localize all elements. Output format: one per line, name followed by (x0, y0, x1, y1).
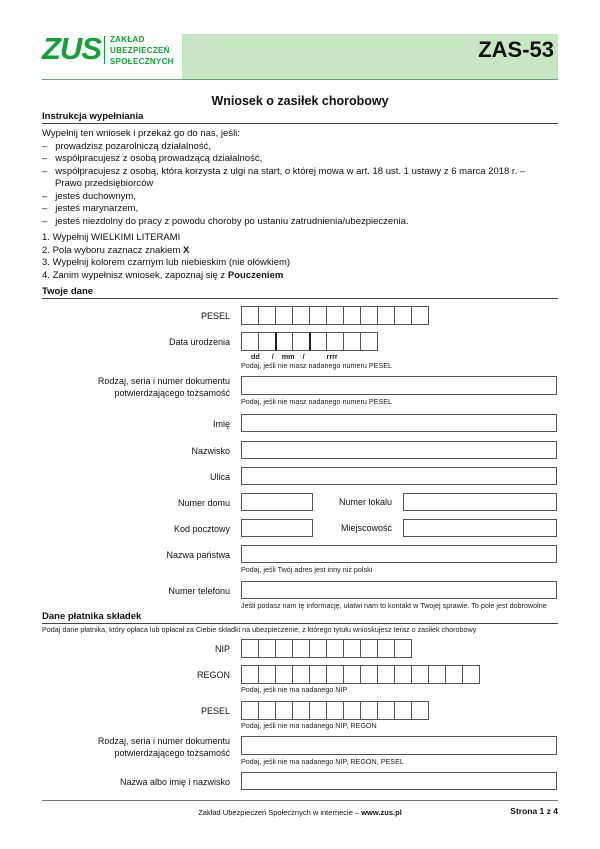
payer-id-doc-label: Rodzaj, seria i numer dokumentu potwierdzającego tożsamość (97, 736, 230, 758)
digit-cell[interactable] (462, 665, 480, 684)
payer-id-doc-input[interactable] (241, 736, 557, 755)
digit-cell[interactable] (343, 701, 361, 720)
phone-hint: Jeśli podasz nam tę informację, ułatwi nam to kontakt w Twojej sprawie. To pole jest dobrowolne (241, 601, 547, 610)
instructions-heading: Instrukcja wypełniania (42, 111, 558, 124)
digit-cell[interactable] (360, 701, 378, 720)
logo-divider (104, 36, 105, 64)
digit-cell[interactable] (411, 306, 429, 325)
digit-cell[interactable] (292, 701, 310, 720)
digit-cell[interactable] (326, 701, 344, 720)
digit-cell[interactable] (241, 701, 259, 720)
digit-cell[interactable] (275, 332, 293, 351)
dob-hint: Podaj, jeśli nie masz nadanego numeru PESEL (241, 361, 393, 370)
city-input[interactable] (403, 519, 557, 537)
footer-text: Zakład Ubezpieczeń Społecznych w internecie – www.zus.pl (198, 808, 402, 817)
last-name-label: Nazwisko (191, 446, 230, 456)
digit-cell[interactable] (377, 306, 395, 325)
payer-name-label: Nazwa albo imię i nazwisko (119, 777, 230, 787)
payer-name-input[interactable] (241, 772, 557, 790)
country-hint: Podaj, jeśli Twój adres jest inny niż polski (241, 565, 373, 574)
last-name-input[interactable] (241, 441, 557, 459)
digit-cell[interactable] (275, 639, 293, 658)
digit-cell[interactable] (258, 639, 276, 658)
digit-cell[interactable] (309, 701, 327, 720)
condition-item: – prowadzisz pozarolniczą działalność, (42, 140, 211, 152)
payer-regon-label: REGON (196, 670, 230, 680)
id-doc-label: Rodzaj, seria i numer dokumentu potwierdzającego tożsamość (97, 376, 230, 398)
digit-cell[interactable] (394, 701, 412, 720)
digit-cell[interactable] (275, 701, 293, 720)
digit-cell[interactable] (411, 665, 429, 684)
condition-item: – jesteś marynarzem, (42, 203, 139, 214)
step-item: 2. Pola wyboru zaznacz znakiem X (42, 244, 190, 256)
street-label: Ulica (209, 472, 230, 482)
payer-pesel-input[interactable] (241, 701, 428, 720)
digit-cell[interactable] (292, 665, 310, 684)
phone-label: Numer telefonu (168, 586, 230, 596)
digit-cell[interactable] (258, 306, 276, 325)
condition-item: Prawo przedsiębiorców (55, 178, 154, 189)
digit-cell[interactable] (377, 701, 395, 720)
first-name-label: Imię (212, 419, 230, 429)
digit-cell[interactable] (292, 332, 310, 351)
condition-item: – współpracujesz z osobą prowadzącą działalność, (42, 153, 263, 164)
digit-cell[interactable] (326, 665, 344, 684)
digit-cell[interactable] (360, 332, 378, 351)
digit-cell[interactable] (326, 306, 344, 325)
digit-cell[interactable] (377, 665, 395, 684)
payer-id-doc-hint: Podaj, jeśli nie ma nadanego NIP, REGON, PESEL (241, 757, 404, 766)
payer-nip-label: NIP (214, 644, 230, 654)
digit-cell[interactable] (292, 306, 310, 325)
digit-cell[interactable] (326, 639, 344, 658)
digit-cell[interactable] (241, 332, 259, 351)
digit-cell[interactable] (377, 639, 395, 658)
condition-item: – jesteś niezdolny do pracy z powodu choroby po ustaniu zatrudnienia/ubezpieczenia. (42, 215, 409, 227)
digit-cell[interactable] (343, 306, 361, 325)
first-name-input[interactable] (241, 414, 557, 432)
house-no-input[interactable] (241, 493, 313, 511)
digit-cell[interactable] (258, 332, 276, 351)
footer-link[interactable]: www.zus.pl (361, 808, 402, 817)
step-item: 1. Wypełnij WIELKIMI LITERAMI (42, 232, 181, 243)
house-no-label: Numer domu (177, 498, 230, 508)
digit-cell[interactable] (258, 665, 276, 684)
step-item: 4. Zanim wypełnisz wniosek, zapoznaj się z Pouczeniem (42, 269, 284, 281)
condition-item: – jesteś duchownym, (42, 190, 136, 202)
digit-cell[interactable] (241, 665, 259, 684)
flat-no-label: Numer lokalu (338, 497, 392, 507)
digit-cell[interactable] (360, 306, 378, 325)
flat-no-input[interactable] (403, 493, 557, 511)
document-title: Wniosek o zasiłek chorobowy (211, 94, 389, 108)
digit-cell[interactable] (275, 306, 293, 325)
postcode-input[interactable] (241, 519, 313, 537)
header-rule (42, 79, 558, 80)
country-input[interactable] (241, 545, 557, 563)
digit-cell[interactable] (343, 665, 361, 684)
payer-pesel-hint: Podaj, jeśli nie ma nadanego NIP, REGON (241, 721, 377, 730)
digit-cell[interactable] (309, 332, 327, 351)
digit-cell[interactable] (292, 639, 310, 658)
payer-regon-input[interactable] (241, 665, 479, 684)
digit-cell[interactable] (309, 665, 327, 684)
digit-cell[interactable] (394, 639, 412, 658)
digit-cell[interactable] (241, 639, 259, 658)
dob-format: dd / mm / rrrr (251, 352, 338, 361)
digit-cell[interactable] (309, 639, 327, 658)
id-doc-hint: Podaj, jeśli nie masz nadanego numeru PESEL (241, 397, 393, 406)
form-code: ZAS-53 (478, 37, 554, 62)
digit-cell[interactable] (394, 665, 412, 684)
instructions-intro: Wypełnij ten wniosek i przekaż go do nas, jeśli: (42, 128, 240, 139)
digit-cell[interactable] (428, 665, 446, 684)
digit-cell[interactable] (360, 665, 378, 684)
digit-cell[interactable] (258, 701, 276, 720)
zus-logo: ZUS (42, 31, 101, 66)
payer-heading: Dane płatnika składek (42, 611, 558, 624)
payer-pesel-label: PESEL (200, 706, 230, 716)
dob-input[interactable] (241, 332, 377, 351)
digit-cell[interactable] (343, 332, 361, 351)
city-label: Miejscowość (340, 523, 392, 533)
institution-name: ZAKŁAD UBEZPIECZEŃ SPOŁECZNYCH (110, 35, 174, 66)
digit-cell[interactable] (394, 306, 412, 325)
step-item: 3. Wypełnij kolorem czarnym lub niebieskim (nie ołówkiem) (42, 257, 291, 268)
postcode-label: Kod pocztowy (173, 524, 230, 534)
country-label: Nazwa państwa (166, 550, 230, 560)
applicant-heading: Twoje dane (42, 286, 558, 299)
digit-cell[interactable] (275, 665, 293, 684)
dob-label: Data urodzenia (168, 337, 230, 347)
instructions-body (42, 128, 562, 228)
payer-intro: Podaj dane płatnika, który opłaca lub opłacał za Ciebie składki na ubezpieczenie, z którego tytułu wnioskujesz teraz o zasiłek chorobowy (42, 625, 477, 634)
street-input[interactable] (241, 467, 557, 485)
digit-cell[interactable] (360, 639, 378, 658)
digit-cell[interactable] (445, 665, 463, 684)
pesel-label: PESEL (200, 311, 230, 321)
condition-item: – współpracujesz z osobą, która korzysta z ulgi na start, o której mowa w art. 18 ust. 1 ustawy z 6 marca 2018 r. – (42, 165, 526, 177)
pesel-input[interactable] (241, 306, 428, 325)
digit-cell[interactable] (411, 701, 429, 720)
phone-input[interactable] (241, 581, 557, 599)
digit-cell[interactable] (241, 306, 259, 325)
digit-cell[interactable] (309, 306, 327, 325)
payer-regon-hint: Podaj, jeśli nie ma nadanego NIP (241, 685, 348, 694)
digit-cell[interactable] (343, 639, 361, 658)
page-number: Strona 1 z 4 (510, 806, 558, 816)
id-doc-input[interactable] (241, 376, 557, 395)
footer-rule (42, 800, 558, 801)
steps-list (42, 232, 562, 282)
payer-nip-input[interactable] (241, 639, 411, 658)
digit-cell[interactable] (326, 332, 344, 351)
